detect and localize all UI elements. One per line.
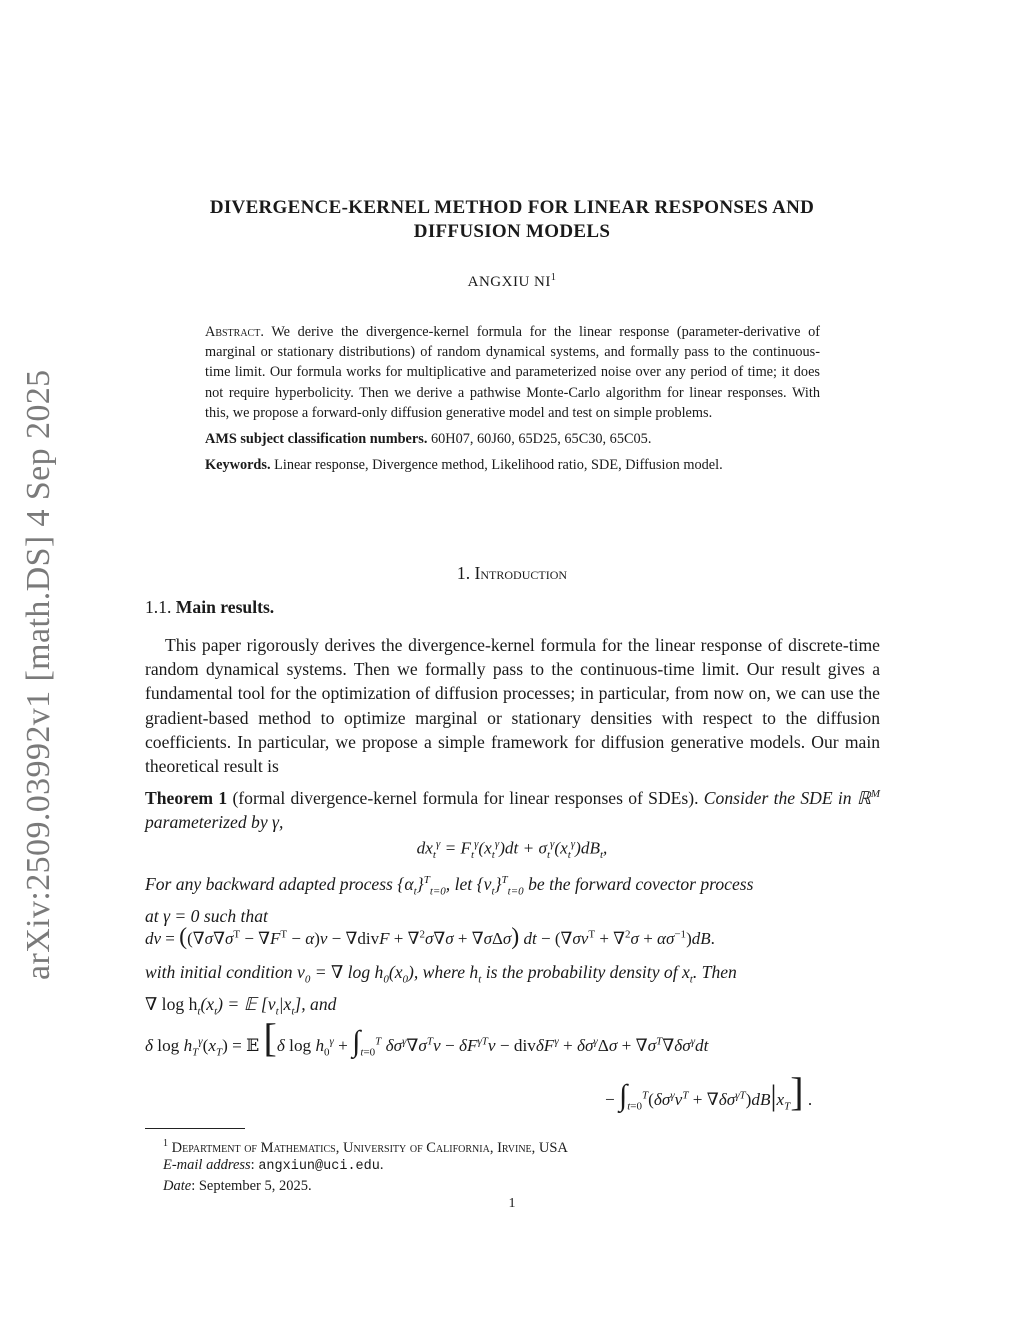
affiliation-text: Department of Mathematics, University of California, Irvine, USA xyxy=(171,1139,568,1156)
keywords-label: Keywords. xyxy=(205,457,271,474)
footnote-email: E-mail address: angxiun@uci.edu. xyxy=(163,1157,384,1174)
theorem-title: (formal divergence-kernel formula for linear responses of SDEs). xyxy=(232,787,699,808)
initial-text-e: is the probability density of x xyxy=(485,962,690,982)
covector-text-a: For any backward adapted process {α xyxy=(145,873,414,894)
covector-text-b: , let {ν xyxy=(445,873,492,894)
initial-text-d: ), where h xyxy=(408,962,479,982)
initial-text-b: = ∇ log h xyxy=(314,962,384,982)
subsection-number: 1.1. xyxy=(145,597,172,617)
title-line-1: DIVERGENCE-KERNEL METHOD FOR LINEAR RESPONSES AND xyxy=(209,197,815,218)
linear-response-equation-line1: δ $\log h_T^\gamma(x_T)$ = 𝔼 [δ $\log h_0^\gamma + \int_{t=0}^T$ $\delta\sigma^\gamma\nabla\sigma^T\nu - \delta F^{\gamma T}\nu - div\delta F^\gamma + \delta\sigma^\gamma\Delta\sigma + \nabla\sigma^T\nabla\delta\sigma^\gamma dt$ xyxy=(145,1015,709,1060)
footnote-mark: 1 xyxy=(163,1138,168,1149)
arxiv-stamp: arXiv:2509.03992v1 [math.DS] 4 Sep 2025 xyxy=(20,369,57,980)
theorem-1 xyxy=(145,782,880,834)
keywords-text: Linear response, Divergence method, Likelihood ratio, SDE, Diffusion model. xyxy=(274,457,723,474)
abstract-paragraph xyxy=(205,322,820,423)
abstract-label: Abstract. xyxy=(205,324,264,340)
initial-condition: with initial condition $\nu_0$ = ∇ $\log h_0(x_0)$, where $h_t$ is the probability density of $x_t$. Then xyxy=(145,962,737,986)
title-line-2: DIFFUSION MODELS xyxy=(413,221,611,242)
ams-classification xyxy=(205,429,820,449)
and-word: and xyxy=(310,993,337,1014)
email-label: E-mail address xyxy=(163,1157,251,1173)
expectation-text: ∇ log h xyxy=(145,993,198,1014)
section-heading xyxy=(0,563,1024,584)
keywords xyxy=(205,455,820,475)
paper-title xyxy=(100,196,924,244)
author xyxy=(0,272,1024,291)
theorem-header: Theorem 1 (formal divergence-kernel formula for linear responses of SDEs). Consider the SDE in ℝ$^M$ parameterized by γ, xyxy=(145,787,880,833)
abstract-block xyxy=(205,322,820,475)
author-name: ANGXIU NI xyxy=(467,274,551,290)
section-number: 1. xyxy=(456,563,471,583)
footnote-date: Date: September 5, 2025. xyxy=(163,1178,312,1194)
initial-text-c: (x xyxy=(388,962,403,982)
subsection-title: Main results. xyxy=(175,597,275,617)
intro-paragraph-block xyxy=(145,633,880,778)
covector-text-c: be the forward covector process xyxy=(528,873,754,894)
expectation-identity: ∇ $\log h_t(x_t)$ = 𝔼 $[\nu_t|x_t]$, and xyxy=(145,993,337,1018)
page-number: 1 xyxy=(508,1196,516,1211)
sde-equation: $dx_t^\gamma = F_t^\gamma(x_t^\gamma)dt + \sigma_t^\gamma(x_t^\gamma)dB_t$, xyxy=(416,838,608,862)
email-address[interactable]: angxiun@uci.edu xyxy=(258,1159,380,1174)
linear-response-equation-line2: − $\int_{t=0}^T(\delta\sigma^\gamma\nu^T + \nabla\delta\sigma^{\gamma T})dB|x_T$] . xyxy=(605,1069,813,1114)
initial-condition-block xyxy=(145,960,880,1023)
covector-equation: $d\nu = ((\nabla\sigma\nabla\sigma^T - \nabla F^T - \alpha)\nu$ − ∇divF + ∇$^2$σ∇σ + ∇σΔσ) dt − $(\nabla\sigma\nu^T + \nabla^2\sigma + \alpha\sigma^{-1})dB$. xyxy=(145,924,715,950)
date-label: Date xyxy=(163,1178,192,1194)
theorem-continuation xyxy=(145,868,880,928)
section-title: Introduction xyxy=(474,563,568,583)
covector-condition: at γ = 0 such that xyxy=(145,905,268,926)
initial-text-a: with initial condition ν xyxy=(145,962,305,982)
theorem-statement-a: Consider the SDE in ℝ xyxy=(703,787,871,808)
covector-definition: For any backward adapted process $\{\alpha_t\}^T_{t=0}$, let $\{\nu_t\}^T_{t=0}$ be the forward covector process xyxy=(145,873,754,898)
subsection-heading xyxy=(145,597,274,618)
theorem-statement-b: parameterized by γ, xyxy=(145,812,284,833)
initial-text-f: . Then xyxy=(692,962,737,982)
abstract-text: We derive the divergence-kernel formula for the linear response (parameter-derivative of marginal or stationary distributions) of random dynamical systems, and formally pass to the continuous-time limit. Our formula works for multiplicative and parameterized noise over any period of time; it does not require hyperbolicity. Then we derive a pathwise Monte-Carlo algorithm for linear responses. With this, we propose a forward-only diffusion generative model and test on simple problems. xyxy=(205,324,820,421)
intro-paragraph: This paper rigorously derives the divergence-kernel formula for the linear response of discrete-time random dynamical systems. Then we formally pass to the continuous-time limit. Our result gives a fundamental tool for the optimization of diffusion processes; in particular, from now on, we can use the gradient-based method to optimize marginal or stationary densities with respect to the diffusion coefficients. In particular, we propose a simple framework for diffusion generative models. Our main theoretical result is xyxy=(145,635,880,777)
date-text: September 5, 2025. xyxy=(198,1178,312,1194)
author-footnote-mark: 1 xyxy=(550,272,557,283)
ams-codes: 60H07, 60J60, 65D25, 65C30, 65C05. xyxy=(430,431,652,448)
ams-label: AMS subject classification numbers. xyxy=(205,431,428,448)
theorem-label: Theorem 1 xyxy=(145,787,228,808)
footnote-rule xyxy=(145,1128,245,1129)
